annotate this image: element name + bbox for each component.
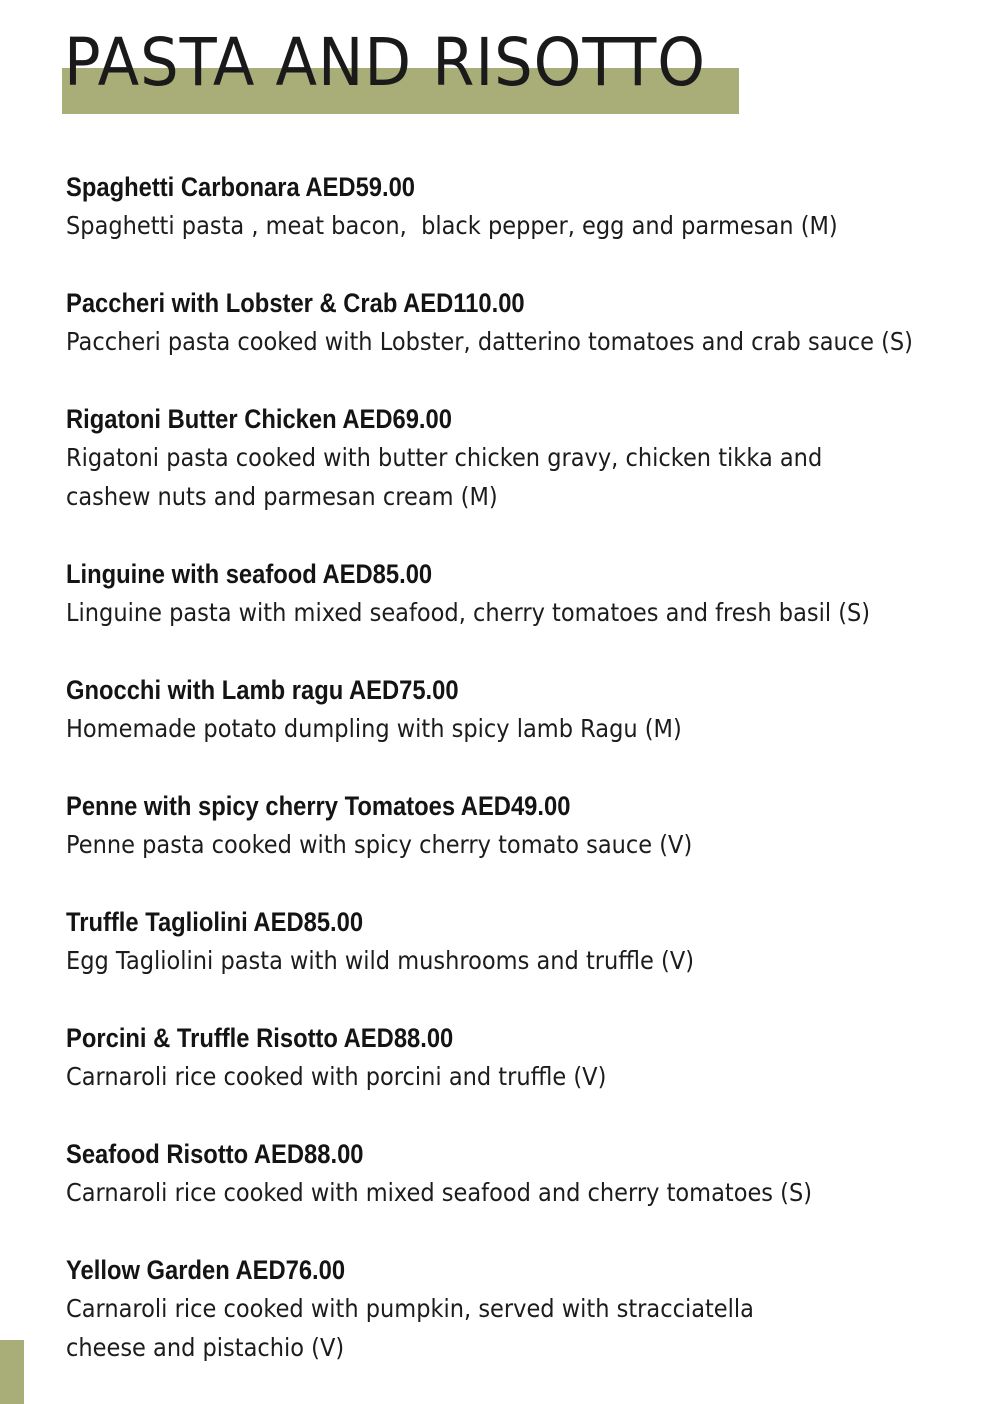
menu-item bbox=[66, 555, 966, 632]
menu-item-description: cheese and pistachio (V) bbox=[66, 1333, 345, 1362]
menu-item-title: Truffle Tagliolini AED85.00 bbox=[66, 907, 364, 937]
menu-item-description: Carnaroli rice cooked with mixed seafood and cherry tomatoes (S) bbox=[66, 1178, 813, 1207]
menu-item-title: Yellow Garden AED76.00 bbox=[66, 1255, 346, 1285]
menu-item-title: Linguine with seafood AED85.00 bbox=[66, 559, 433, 589]
menu-item-description: Carnaroli rice cooked with porcini and truffle (V) bbox=[66, 1062, 607, 1091]
menu-item bbox=[66, 787, 966, 864]
menu-item-title: Seafood Risotto AED88.00 bbox=[66, 1139, 364, 1169]
corner-accent-tab bbox=[0, 1340, 24, 1404]
menu-item bbox=[66, 284, 966, 361]
menu-item-description: cashew nuts and parmesan cream (M) bbox=[66, 482, 498, 511]
menu-item-description: Linguine pasta with mixed seafood, cherry tomatoes and fresh basil (S) bbox=[66, 598, 871, 627]
menu-item bbox=[66, 1251, 966, 1367]
menu-item-title: Spaghetti Carbonara AED59.00 bbox=[66, 172, 416, 202]
menu-item bbox=[66, 903, 966, 980]
menu-item-title: Gnocchi with Lamb ragu AED75.00 bbox=[66, 675, 459, 705]
menu-item-title: Porcini & Truffle Risotto AED88.00 bbox=[66, 1023, 454, 1053]
menu-item-description: Rigatoni pasta cooked with butter chicken gravy, chicken tikka and bbox=[66, 443, 823, 472]
menu-item-description: Spaghetti pasta , meat bacon, black pepper, egg and parmesan (M) bbox=[66, 211, 838, 240]
menu-item-description: Paccheri pasta cooked with Lobster, datterino tomatoes and crab sauce (S) bbox=[66, 327, 913, 356]
menu-item-description: Penne pasta cooked with spicy cherry tomato sauce (V) bbox=[66, 830, 693, 859]
menu-item bbox=[66, 671, 966, 748]
menu-item bbox=[66, 168, 966, 245]
menu-item-title: Rigatoni Butter Chicken AED69.00 bbox=[66, 404, 452, 434]
menu-item bbox=[66, 1135, 966, 1212]
page-title: PASTA AND RISOTTO bbox=[64, 24, 707, 101]
menu-item bbox=[66, 400, 966, 516]
menu-item-description: Homemade potato dumpling with spicy lamb Ragu (M) bbox=[66, 714, 682, 743]
menu-item bbox=[66, 1019, 966, 1096]
menu-item-description: Carnaroli rice cooked with pumpkin, served with stracciatella bbox=[66, 1294, 754, 1323]
menu-item-description: Egg Tagliolini pasta with wild mushrooms and truffle (V) bbox=[66, 946, 695, 975]
menu-item-title: Paccheri with Lobster & Crab AED110.00 bbox=[66, 288, 525, 318]
menu-item-title: Penne with spicy cherry Tomatoes AED49.00 bbox=[66, 791, 571, 821]
menu-list bbox=[66, 168, 966, 1367]
